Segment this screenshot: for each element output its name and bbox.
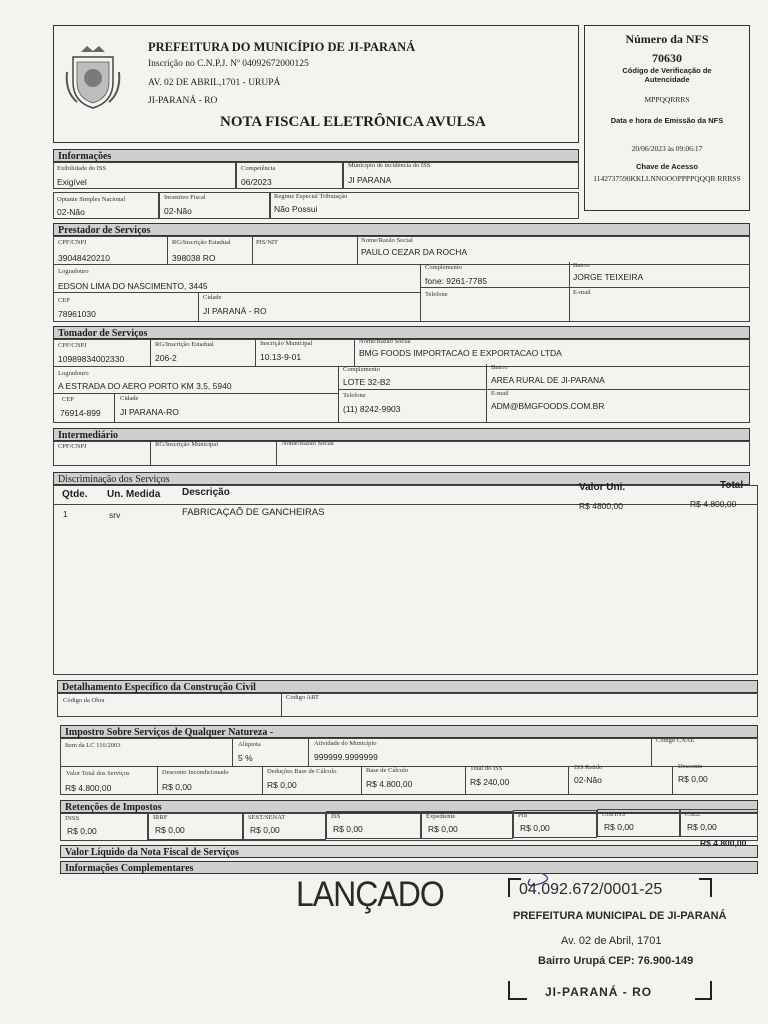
section-informacoes: Informações (53, 149, 579, 162)
section-complementares: Informações Complementares (60, 861, 758, 874)
verification-code: MPPQQRRRS (644, 95, 690, 104)
divider (150, 339, 151, 366)
section-intermediario: Intermediário (53, 428, 750, 441)
competencia-label: Competência (241, 165, 276, 172)
prestador-bairro-label: Bairro (573, 262, 590, 269)
divider (60, 766, 758, 767)
tomador-im-label: Inscrição Municipal (260, 340, 313, 347)
prefeitura-address: AV. 02 DE ABRIL,1701 - URUPÁ (148, 78, 281, 88)
aliquota-value: 5 % (238, 753, 253, 763)
aliquota-label: Alíquota (238, 741, 261, 748)
divider (53, 292, 420, 293)
access-key: 1142737590KKLLNNOOOPPPPQQQR RRRSS (593, 174, 741, 183)
iss-retido-label: ISS Retido (574, 764, 603, 771)
incentivo-label: Incentivo Fiscal (164, 194, 206, 201)
desconto: R$ 0,00 (678, 774, 708, 784)
retencao-label: Expediente (426, 813, 456, 820)
divider (338, 366, 339, 423)
section-construcao: Detalhamento Específico da Construção Civil (57, 680, 758, 693)
prestador-logradouro-label: Logradouro (58, 268, 89, 275)
retencao-label: CSLL (685, 811, 701, 818)
prestador-email-label: E-mail (573, 289, 591, 296)
retencao-cell (148, 812, 243, 840)
retencao-label: IRRF (153, 814, 168, 821)
retencao-label: COFINS (602, 811, 626, 818)
art-label: Código ART (286, 694, 320, 701)
exigibilidade-value: Exigível (57, 177, 87, 187)
divider (232, 738, 233, 766)
prestador-cep-label: CEP (58, 297, 70, 304)
iss-retido: 02-Não (574, 775, 602, 785)
lancado-stamp: LANÇADO (296, 874, 444, 914)
intermediario-nome-label: Nome/Razão Social (282, 440, 334, 447)
retencao-cell (326, 811, 421, 839)
retencao-value: R$ 0,00 (250, 825, 280, 835)
municipio-value: JI PARANA (348, 175, 392, 185)
base: R$ 4.800,00 (366, 779, 413, 789)
divider (361, 766, 362, 795)
divider (198, 292, 199, 322)
nfs-number: 70630 (652, 51, 682, 65)
atividade-value: 999999.9999999 (314, 752, 378, 762)
col-valor: Valor Uni. (579, 482, 626, 493)
tomador-cpf-label: CPF/CNPJ (58, 342, 87, 349)
prestador-cpf: 39048420210 (58, 253, 111, 263)
cnae-label: Código CNAE (656, 737, 695, 744)
item-valor: R$ 4800,00 (579, 501, 623, 511)
divider (262, 766, 263, 795)
intermediario-rg-label: RG/Inscrição Municipal (155, 441, 218, 448)
stamp-address: Av. 02 de Abril, 1701 (561, 935, 662, 947)
regime-label: Regime Especial Tributação (274, 193, 348, 200)
table-row (53, 499, 758, 521)
divider (420, 287, 750, 288)
divider (338, 389, 750, 390)
prestador-cidade-label: Cidade (203, 294, 222, 301)
divider (569, 262, 570, 322)
tomador-logradouro-label: Logradouro (58, 370, 89, 377)
retencao-value: R$ 0,00 (428, 824, 458, 834)
retencao-cell (60, 813, 148, 841)
construcao-grid (57, 693, 758, 717)
tomador-bairro: AREA RURAL DE JI-PARANA (491, 375, 605, 385)
item-descricao: FABRICAÇAÕ DE GANCHEIRAS (182, 507, 325, 518)
tomador-complemento: LOTE 32-B2 (343, 377, 391, 387)
divider (568, 766, 569, 795)
col-total: Total (720, 480, 744, 491)
retencao-cell (421, 811, 513, 839)
section-iss: Impostro Sobre Serviços de Qualquer Natureza - (60, 725, 758, 738)
divider (252, 236, 253, 264)
section-servicos: Discriminação dos Serviços (53, 472, 750, 485)
municipal-coat-of-arms (63, 42, 123, 112)
incentivo-value: 02-Não (164, 206, 192, 216)
divider (53, 366, 750, 367)
stamp-cep: Bairro Urupá CEP: 76.900-149 (538, 955, 694, 967)
prestador-cidade: JI PARANÁ - RO (203, 306, 267, 316)
prestador-telefone-label: Telefone (425, 291, 448, 298)
access-key-label: Chave de Acesso (636, 162, 698, 171)
tomador-nome: BMG FOODS IMPORTACAO E EXPORTACAO LTDA (359, 348, 562, 358)
emission-date-label: Data e hora de Emissão da NFS (610, 116, 724, 125)
section-retencoes: Retenções de Impostos (60, 800, 758, 813)
retencao-value: R$ 0,00 (67, 826, 97, 836)
prestador-cep: 78961030 (58, 309, 96, 319)
retencao-value: R$ 0,00 (604, 822, 634, 832)
divider (276, 441, 277, 466)
tomador-rg: 206-2 (155, 353, 177, 363)
item-unidade: srv (109, 510, 121, 520)
verification-code-label: Código de Verificação de Autencidade (622, 66, 712, 84)
retencao-value: R$ 0,00 (155, 825, 185, 835)
col-descricao: Descrição (182, 487, 230, 498)
tomador-complemento-label: Complemento (343, 366, 380, 373)
retencao-label: ISS (331, 813, 341, 820)
exigibilidade-label: Exibilidade do ISS (57, 165, 107, 172)
tomador-email: ADM@BMGFOODS.COM.BR (491, 401, 605, 411)
section-tomador: Tomador de Serviços (53, 326, 750, 339)
item-total: R$ 4.800,00 (690, 499, 737, 509)
retencao-label: SEST/SENAT (248, 814, 286, 821)
prestador-logradouro: EDSON LIMA DO NASCIMENTO, 3445 (58, 281, 208, 291)
regime-value: Não Possui (274, 204, 318, 214)
prefeitura-city: JI-PARANÁ - RO (148, 96, 218, 106)
divider (357, 236, 358, 264)
desc-incond-label: Desconto Incondicionado (162, 769, 229, 776)
tomador-nome-label: Nome/Razão Social (359, 338, 411, 345)
prestador-complemento: fone: 9261-7785 (425, 276, 487, 286)
divider (651, 738, 652, 766)
prestador-nome-label: Nome/Razão Social (361, 237, 413, 244)
tomador-telefone: (11) 8242-9903 (343, 404, 401, 414)
prestador-bairro: JORGE TEIXEIRA (573, 272, 644, 282)
section-liquido: Valor Líquido da Nota Fiscal de Serviços (60, 845, 758, 858)
total-iss: R$ 240,00 (470, 777, 510, 787)
retencao-cell (680, 809, 758, 837)
obra-label: Código da Obra (63, 697, 105, 704)
competencia-value: 06/2023 (241, 177, 272, 187)
tomador-email-label: E-mail (491, 390, 509, 397)
retencao-value: R$ 0,00 (520, 823, 550, 833)
col-unidade: Un. Medida (107, 489, 161, 500)
valor-servicos: R$ 4.800,00 (65, 783, 112, 793)
section-prestador: Prestador de Serviços (53, 223, 750, 236)
tomador-im: 10.13-9-01 (260, 352, 302, 362)
divider (114, 393, 115, 423)
retencao-label: INSS (65, 815, 80, 822)
stamp-city: JI-PARANÁ - RO (545, 985, 653, 999)
simples-label: Optante Simples Nacional (57, 196, 126, 203)
tomador-cidade: JI PARANA-RO (120, 407, 179, 417)
iss-item-label: Item da LC 116/2003 (65, 742, 121, 749)
tomador-cep: 76914-899 (60, 408, 101, 418)
stamp-cnpj: 04.092.672/0001-25 (519, 881, 663, 898)
prefeitura-name: PREFEITURA DO MUNICÍPIO DE JI-PARANÁ (148, 40, 416, 54)
coat-of-arms-icon (63, 42, 123, 112)
tomador-cpf: 10989834002330 (58, 354, 125, 364)
intermediario-cpf-label: CPF/CNPJ (58, 443, 87, 450)
divider (255, 339, 256, 366)
deducoes-label: Deduções Base de Cálculo (267, 768, 337, 775)
prestador-cpf-label: CPF/CNPJ (58, 239, 87, 246)
retencao-value: R$ 0,00 (687, 822, 717, 832)
valor-servicos-label: Valor Total dos Serviços (66, 770, 130, 777)
divider (53, 393, 338, 394)
valor-liquido: R$ 4.800,00 (700, 838, 747, 848)
divider (53, 264, 750, 265)
divider (672, 766, 673, 795)
tomador-rg-label: RG/Inscrição Estadual (155, 341, 214, 348)
divider (157, 766, 158, 795)
tomador-cidade-label: Cidade (120, 395, 139, 402)
retencao-label: PIS (518, 812, 528, 819)
document-title: NOTA FISCAL ELETRÔNICA AVULSA (220, 114, 486, 130)
prefeitura-cnpj: Inscrição no C.N.P.J. Nº 04092672000125 (148, 59, 309, 69)
nfs-number-label: Número da NFS (625, 32, 709, 46)
tomador-bairro-label: Bairro (491, 364, 508, 371)
retencao-cell (513, 810, 597, 838)
prestador-nome: PAULO CEZAR DA ROCHA (361, 247, 468, 257)
divider (281, 693, 282, 717)
divider (150, 441, 151, 466)
tomador-logradouro: A ESTRADA DO AERO PORTO KM 3,5, 5940 (58, 381, 232, 391)
stamp-prefeitura: PREFEITURA MUNICIPAL DE JI-PARANÁ (513, 910, 727, 922)
divider (354, 339, 355, 366)
base-label: Base de Cálculo (366, 767, 409, 774)
prestador-pis-label: PIS/NIT (256, 239, 279, 246)
prestador-complemento-label: Complemento (425, 264, 462, 271)
emission-date: 20/06/2023 às 09:06:17 (631, 144, 703, 153)
divider (167, 236, 168, 264)
tomador-telefone-label: Telefone (343, 392, 366, 399)
tomador-cep-label: CEP (62, 396, 74, 403)
divider (308, 738, 309, 766)
atividade-label: Atividade do Município (314, 740, 377, 747)
prestador-rg: 398038 RO (172, 253, 216, 263)
municipio-label: Município de incidência do ISS (348, 162, 431, 169)
retencao-cell (597, 809, 680, 837)
divider (486, 364, 487, 423)
simples-value: 02-Não (57, 207, 85, 217)
deducoes: R$ 0,00 (267, 780, 297, 790)
item-qtde: 1 (63, 509, 68, 519)
total-iss-label: Total do ISS (470, 765, 503, 772)
desconto-label: Desconto (678, 763, 703, 770)
divider (465, 766, 466, 795)
retencao-cell (243, 812, 326, 840)
prestador-rg-label: RG/Inscrição Estadual (172, 239, 231, 246)
col-qtde: Qtde. (62, 489, 88, 500)
desc-incond: R$ 0,00 (162, 782, 192, 792)
retencao-value: R$ 0,00 (333, 824, 363, 834)
divider (420, 264, 421, 322)
